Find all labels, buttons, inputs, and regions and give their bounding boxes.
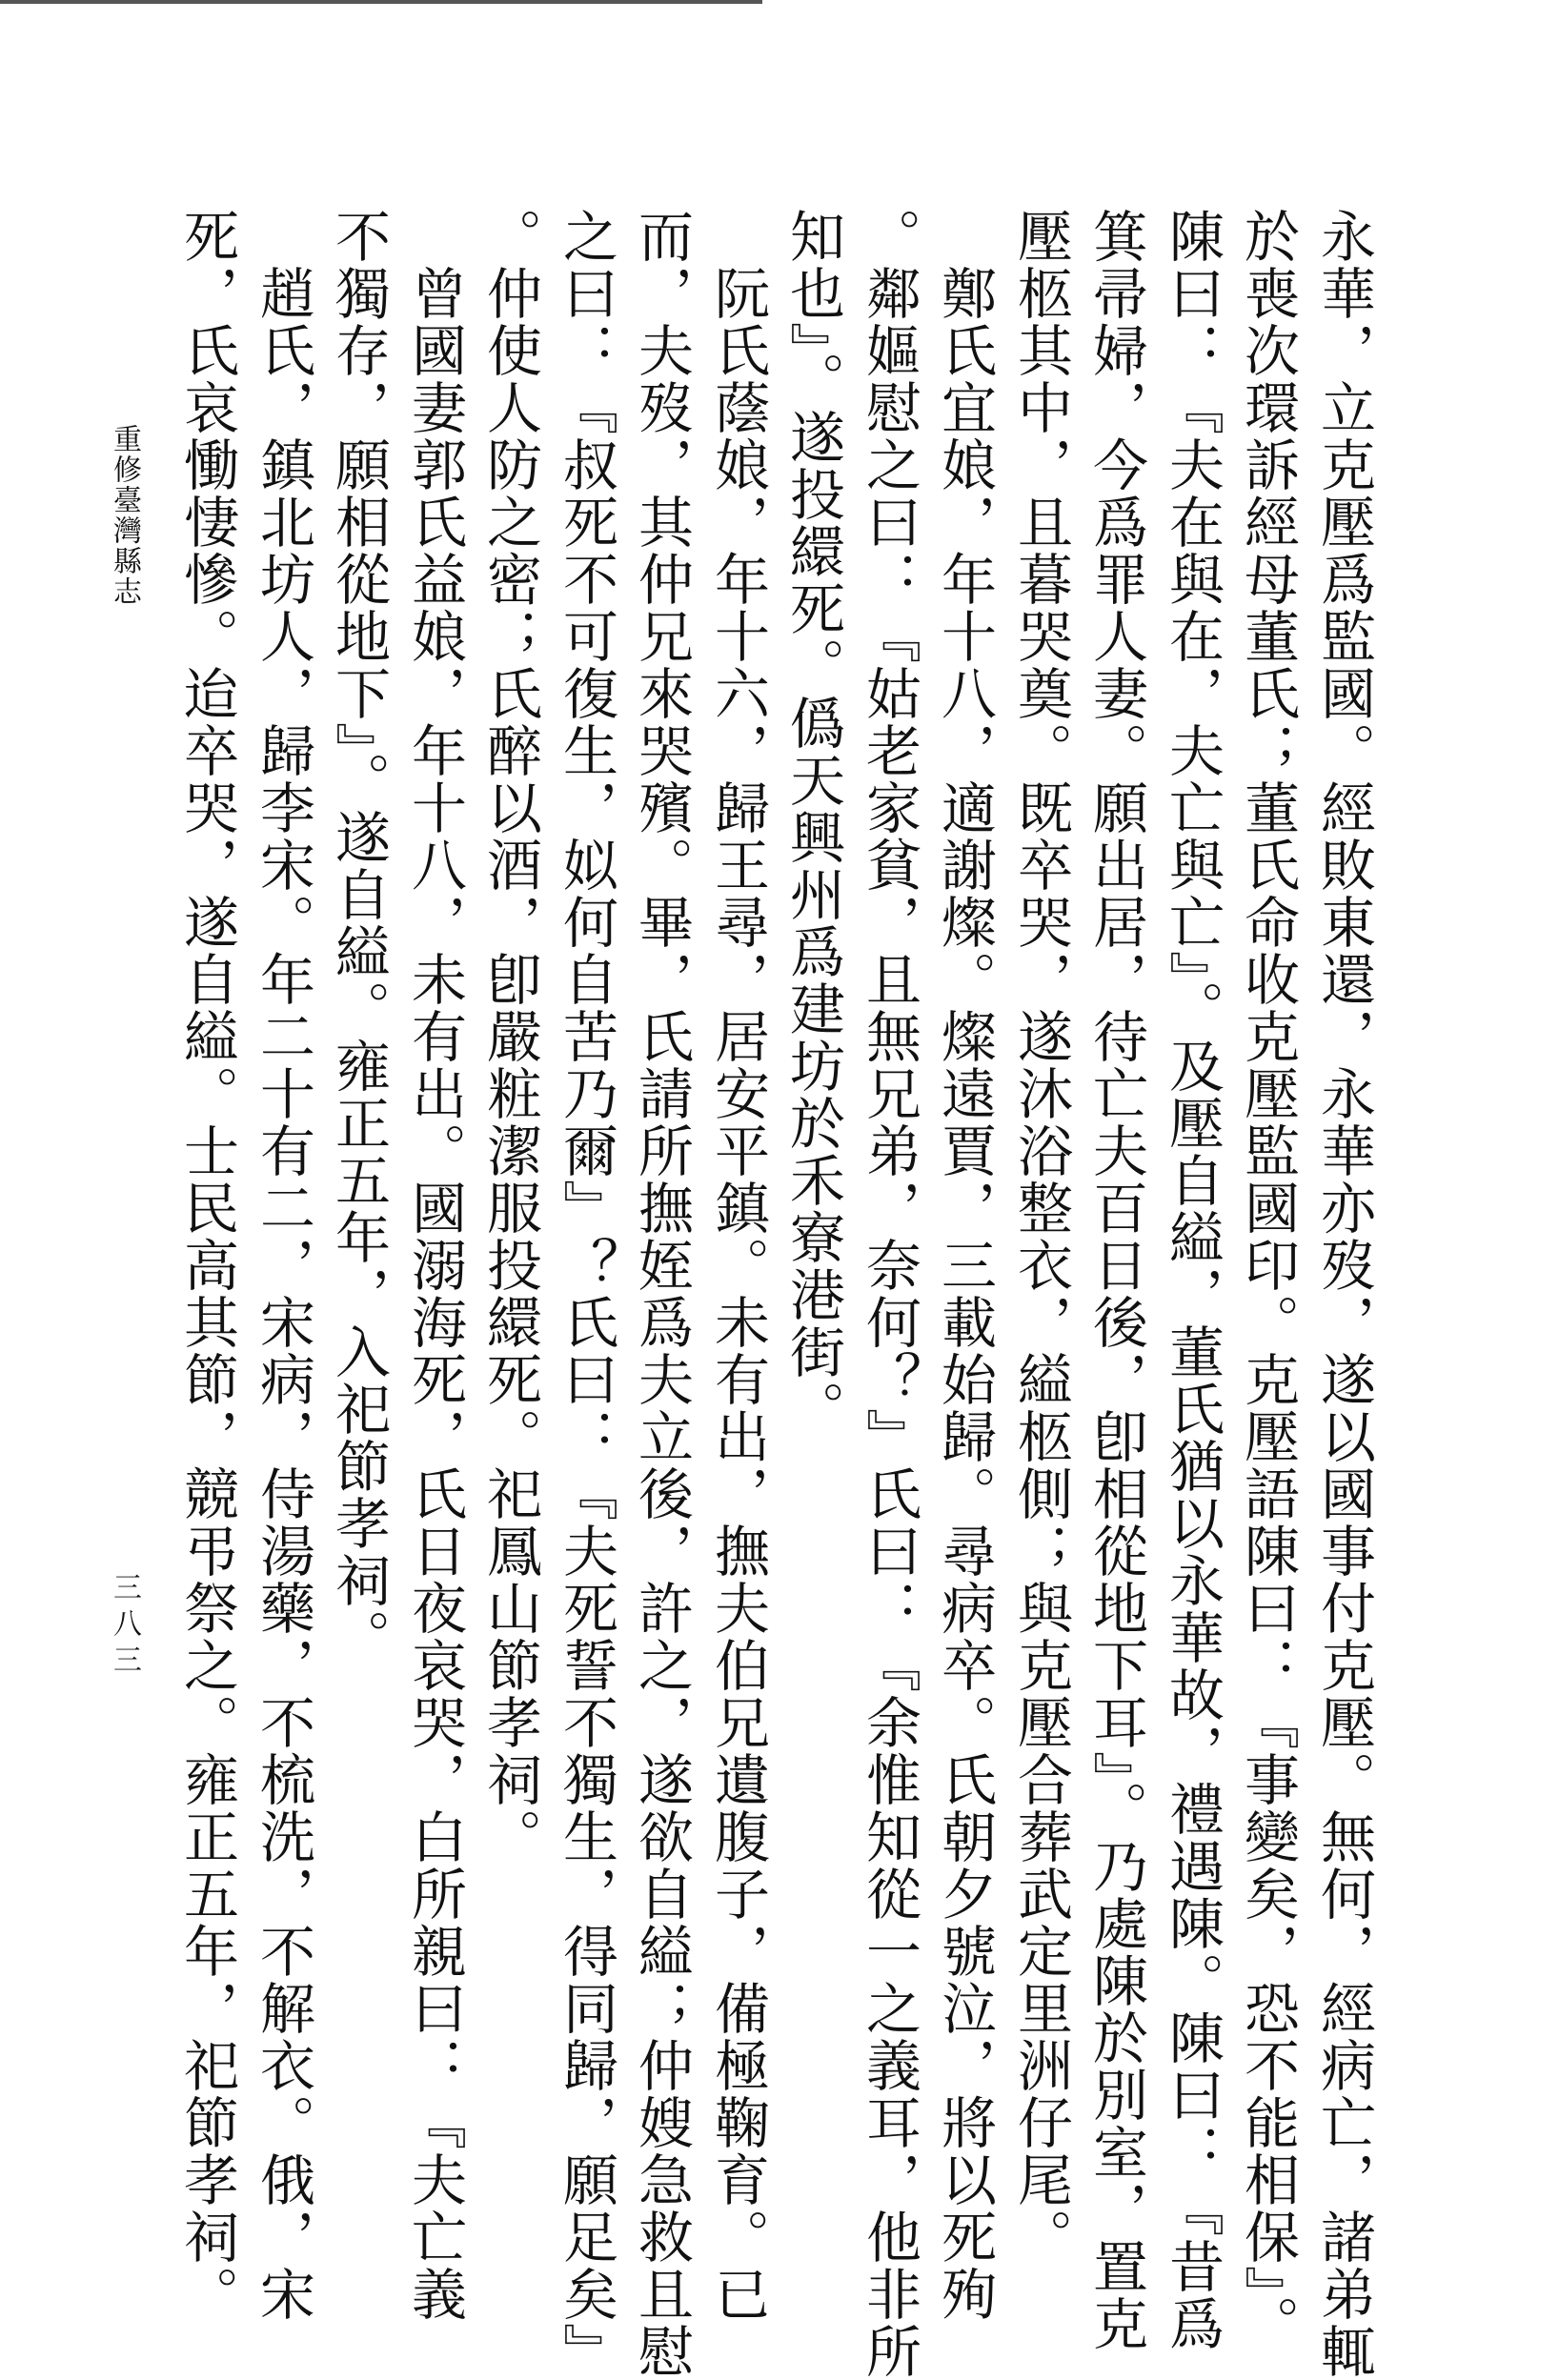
text-column-2: 於喪次環訴經母董氏；董氏命收克壓監國印。克壓語陳曰：『事變矣，恐不能相保』。 xyxy=(1235,208,1300,2352)
text-column-9: 阮氏蔭娘，年十六，歸王尋，居安平鎮。未有出，撫夫伯兄遺腹子，備極鞠育。已 xyxy=(705,208,770,2323)
text-column-3: 陳曰：『夫在與在，夫亡與亡』。及壓自縊，董氏猶以永華故，禮遇陳。陳曰：『昔爲 xyxy=(1160,208,1225,2352)
text-column-16: 死，氏哀慟悽慘。迨卒哭，遂自縊。士民高其節，競弔祭之。雍正五年，祀節孝祠。 xyxy=(174,208,239,2323)
text-column-6: 鄭氏宜娘，年十八，適謝燦。燦遠賈，三載始歸。尋病卒。氏朝夕號泣，將以死殉 xyxy=(932,208,997,2323)
text-column-8: 知也』。遂投繯死。僞天興州爲建坊於禾寮港街。 xyxy=(780,208,845,1438)
text-column-5: 壓柩其中，且暮哭奠。既卒哭，遂沐浴整衣，縊柩側；與克壓合葬武定里洲仔尾。 xyxy=(1008,208,1073,2266)
text-column-10: 而，夫歿，其仲兄來哭殯。畢，氏請所撫姪爲夫立後，許之，遂欲自縊；仲嫂急救且慰 xyxy=(629,208,694,2380)
running-title: 重修臺灣縣志 xyxy=(108,424,141,607)
scan-edge-rule xyxy=(0,0,762,4)
text-column-7: 。鄰嫗慰之曰：『姑老家貧，且無兄弟，奈何？』氏曰：『余惟知從一之義耳，他非所 xyxy=(857,208,921,2380)
text-column-14: 不獨存，願相從地下』。遂自縊。雍正五年，入祀節孝祠。 xyxy=(326,208,391,1666)
text-column-11: 之曰：『叔死不可復生，姒何自苦乃爾』？氏曰：『夫死誓不獨生，得同歸，願足矣』 xyxy=(554,208,618,2380)
text-column-15: 趙氏，鎮北坊人，歸李宋。年二十有二，宋病，侍湯藥，不梳洗，不解衣。俄，宋 xyxy=(251,208,315,2323)
text-column-12: 。仲使人防之密；氏醉以酒，卽嚴粧潔服投繯死。祀鳳山節孝祠。 xyxy=(477,208,542,1866)
text-column-4: 箕帚婦，今爲罪人妻。願出居，待亡夫百日後，卽相從地下耳』。乃處陳於別室，置克 xyxy=(1083,208,1148,2352)
text-column-1: 永華，立克壓爲監國。經敗東還，永華亦歿，遂以國事付克壓。無何，經病亡，諸弟輒 xyxy=(1311,208,1376,2380)
text-column-13: 曾國妻郭氏益娘，年十八，未有出。國溺海死，氏日夜哀哭，白所親曰：『夫亡義 xyxy=(402,208,467,2323)
page-number: 三八三 xyxy=(108,1572,141,1681)
